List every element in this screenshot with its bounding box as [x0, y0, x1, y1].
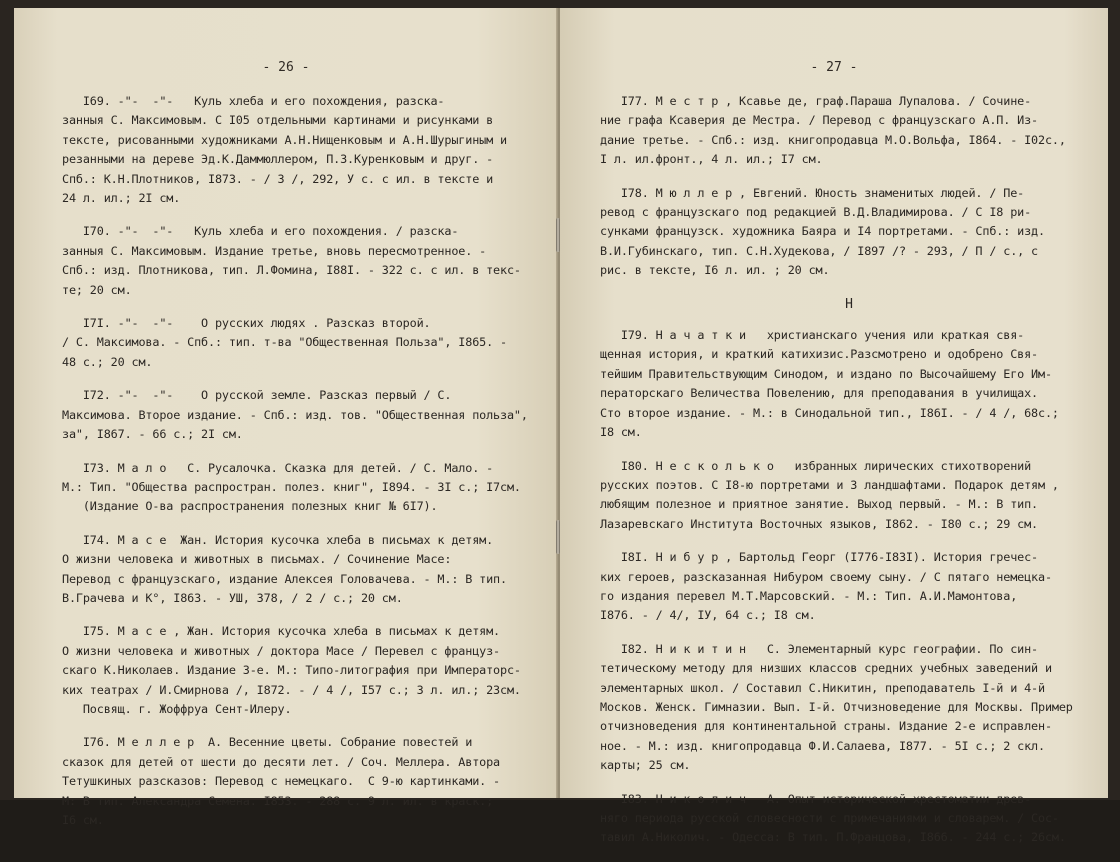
entry-line: Максимова. Второе издание. - Спб.: изд. тов. "Общественная польза", — [62, 407, 528, 422]
entry-line: I8 см. — [600, 425, 642, 440]
entry-line: отчизноведения для континентальной страны. Издание 2-е исправлен- — [600, 719, 1052, 734]
entry-line: I76. М е л л е р А. Весенние цветы. Собрание повестей и — [62, 735, 473, 750]
entry-line: резанными на дереве Эд.К.Даммюллером, П.З.Куренковым и друг. - — [62, 152, 494, 167]
entry-line: тексте, рисованными художниками А.Н.Нищенковым и А.Н.Шурыгиным и — [62, 132, 507, 147]
right-entries — [600, 92, 1098, 862]
entry-line: Спб.: изд. Плотникова, тип. Л.Фомина, I88I. - 322 с. с ил. в текс- — [62, 263, 521, 278]
left-page — [14, 8, 558, 827]
entry-line: ние графа Ксаверия де Местра. / Перевод с французскаго А.П. Из- — [600, 113, 1038, 128]
entry-line: Тетушкиных разсказов: Перевод с немецкаго. С 9-ю картинками. - — [62, 774, 500, 789]
bibliography-entry — [600, 184, 1098, 281]
entry-line: I876. - / 4/, IУ, 64 с.; I8 см. — [600, 608, 816, 623]
entry-line: В.И.Губинскаго, тип. С.Н.Худекова, / I897 /? - 293, / П / с., с — [600, 243, 1038, 258]
right-page — [560, 8, 1108, 845]
entry-line: I78. М ю л л е р , Евгений. Юность знаменитых людей. / Пе- — [600, 185, 1025, 200]
bibliography-entry — [62, 314, 540, 372]
bibliography-entry — [62, 459, 540, 517]
entry-line: ператорскаго Величества Повелению, для преподавания в училищах. — [600, 386, 1038, 401]
entry-line: М: В тип. Александра Семена. I853. - 288 с. 9 л. ил. в краск.; — [62, 793, 494, 808]
entry-line: Сто второе издание. - М.: в Синодальной тип., I86I. - / 4 /, 68с.; — [600, 405, 1059, 420]
entry-line: I79. Н а ч а т к и христианскаго учения или краткая свя- — [600, 328, 1025, 343]
bibliography-entry — [62, 531, 540, 609]
entry-line: ких театрах / И.Смирнова /, I872. - / 4 /, I57 с.; 3 л. ил.; 23см. — [62, 682, 521, 697]
entry-line: I72. -"- -"- О русской земле. Разсказ первый / С. — [62, 388, 452, 403]
section-letter: Н — [845, 296, 853, 312]
entry-line: О жизни человека и животных / доктора Масе / Перевел с француз- — [62, 643, 500, 658]
page-number-left: - 26 - — [262, 60, 310, 75]
entry-line: ревод с французскаго под редакцией В.Д.Владимирова. / С I8 ри- — [600, 205, 1032, 220]
entry-line: О жизни человека и животных в письмах. / Сочинение Масе: — [62, 552, 452, 567]
entry-line: I73. М а л о С. Русалочка. Сказка для детей. / С. Мало. - — [62, 460, 494, 475]
entry-line: тейшим Правительствующим Синодом, и издано по Высочайшему Его Им- — [600, 366, 1052, 381]
entry-line: I л. ил.фронт., 4 л. ил.; I7 см. — [600, 152, 823, 167]
bibliography-entry — [62, 386, 540, 444]
entry-line: Посвящ. г. Жоффруа Сент-Илеру. — [62, 701, 292, 716]
entry-line: те; 20 см. — [62, 282, 132, 297]
entry-line: В.Грачева и К°, I863. - УШ, 378, / 2 / с.; 20 см. — [62, 590, 403, 605]
entry-line: Москов. Женск. Гимназии. Вып. I-й. Отчизноведение для Москвы. Пример — [600, 699, 1073, 714]
entry-line: М.: Тип. "Общества распростран. полез. книг", I894. - 3I с.; I7см. — [62, 479, 521, 494]
entry-line: тетическому методу для низших классов средних учебных заведений и — [600, 661, 1052, 676]
entry-line: I83. Н и к о л и ч А. Опыт исторической хрестоматии древ- — [600, 791, 1032, 806]
entry-line: элементарных школ. / Составил С.Никитин, преподаватель I-й и 4-й — [600, 680, 1045, 695]
entry-line: за", I867. - 66 с.; 2I см. — [62, 427, 243, 442]
entry-line: ких героев, разсказанная Нибуром своему сыну. / С пятаго немецка- — [600, 569, 1052, 584]
entry-line: карты; 25 см. — [600, 758, 691, 773]
entry-line: I69. -"- -"- Куль хлеба и его похождения, разска- — [62, 94, 445, 108]
bibliography-entry — [600, 640, 1098, 776]
entry-line: сунками французск. художника Баяра и I4 портретами. - Спб.: изд. — [600, 224, 1045, 239]
entry-line: дание третье. - Спб.: изд. книгопродавца М.О.Вольфа, I864. - I02с., — [600, 132, 1066, 147]
entry-line: го издания перевел М.Т.Марсовский. - М.: Тип. А.И.Мамонтова, — [600, 588, 1018, 603]
bibliography-entry — [62, 733, 540, 830]
entry-line: I7I. -"- -"- О русских людях . Разсказ второй. — [62, 316, 431, 331]
entry-line: I70. -"- -"- Куль хлеба и его похождения. / разска- — [62, 224, 459, 239]
bibliography-entry — [600, 92, 1098, 170]
entry-line: любящим полезное и приятное занятие. Выход первый. - М.: В тип. — [600, 497, 1038, 512]
entry-line: занныя С. Максимовым. С I05 отдельными картинами и рисунками в — [62, 113, 494, 128]
bibliography-entry — [600, 326, 1098, 442]
entry-line: 48 с.; 20 см. — [62, 354, 153, 369]
entry-line: щенная история, и краткий катихизис.Разсмотрено и одобрено Свя- — [600, 347, 1038, 362]
entry-line: ное. - М.: изд. книгопродавца Ф.И.Салаева, I877. - 5I с.; 2 скл. — [600, 738, 1045, 753]
left-entries — [62, 92, 540, 844]
entry-line: I80. Н е с к о л ь к о избранных лирических стихотворений — [600, 458, 1032, 473]
right-entries-after — [600, 326, 1098, 848]
entry-line: рис. в тексте, I6 л. ил. ; 20 см. — [600, 263, 830, 278]
right-entries-before — [600, 92, 1098, 281]
entry-line: занныя С. Максимовым. Издание третье, вновь пересмотренное. - — [62, 243, 487, 258]
entry-line: (Издание О-ва распространения полезных книг № 6I7). — [62, 499, 438, 514]
bibliography-entry — [600, 548, 1098, 626]
entry-line: I8I. Н и б у р , Бартольд Георг (I776-I83I). История гречес- — [600, 550, 1038, 565]
bibliography-entry — [62, 92, 540, 208]
bibliography-entry — [62, 622, 540, 719]
entry-line: тавил А.Николич. - Одесса: В тип. П.Францова, I866. - 244 с.; 26см. — [600, 830, 1066, 845]
entry-line: русских поэтов. С I8-ю портретами и 3 ландшафтами. Подарок детям , — [600, 477, 1059, 492]
entry-line: / С. Максимова. - Спб.: тип. т-ва "Общественная Польза", I865. - — [62, 335, 507, 350]
bibliography-entry — [62, 222, 540, 300]
entry-line: сказок для детей от шести до десяти лет. / Соч. Меллера. Автора — [62, 754, 500, 769]
entry-line: Перевод с французскаго, издание Алексея Головачева. - М.: В тип. — [62, 571, 507, 586]
entry-line: 24 л. ил.; 2I см. — [62, 191, 181, 206]
entry-line: няго периода русской словесности с примечаниями и словарем. / Сос- — [600, 811, 1059, 825]
entry-line: Лазаревскаго Института Восточных языков, I862. - I80 с.; 29 см. — [600, 516, 1038, 531]
entry-line: I75. М а с е , Жан. История кусочка хлеба в письмах к детям. — [62, 624, 500, 639]
entry-line: Спб.: К.Н.Плотников, I873. - / 3 /, 292, У с. с ил. в тексте и — [62, 171, 494, 186]
entry-line: I74. М а с е Жан. История кусочка хлеба в письмах к детям. — [62, 532, 494, 547]
entry-line: скаго К.Николаев. Издание 3-е. М.: Типо-литография при Императорс- — [62, 663, 521, 678]
bibliography-entry — [600, 457, 1098, 535]
page-number-right: - 27 - — [810, 60, 858, 75]
entry-line: I82. Н и к и т и н С. Элементарный курс географии. По син- — [600, 641, 1038, 656]
bibliography-entry — [600, 790, 1098, 848]
entry-line: I77. М е с т р , Ксавье де, граф.Параша Лупалова. / Сочине- — [600, 94, 1032, 108]
entry-line: I6 см. — [62, 813, 104, 827]
